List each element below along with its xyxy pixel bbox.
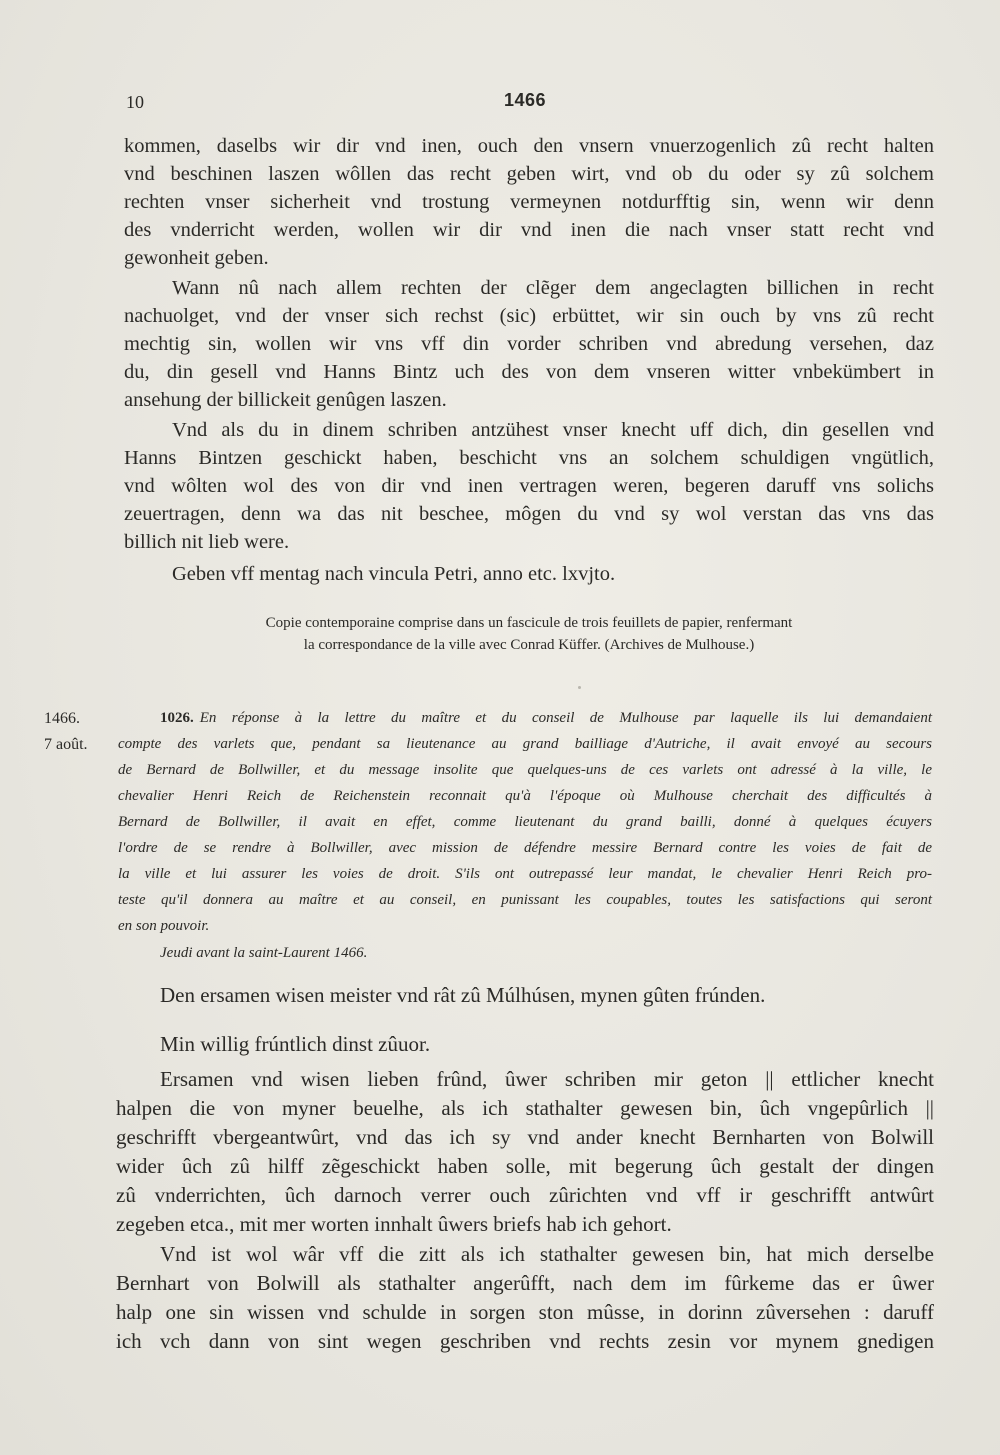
body-line: des vnderricht werden, wollen wir dir vnd inen die nach vnser statt recht vnd: [124, 219, 934, 241]
body-line: kommen, daselbs wir dir vnd inen, ouch den vnsern vnuerzogenlich zû recht halten: [124, 135, 934, 157]
letter-address: Den ersamen wisen meister vnd rât zû Múlhúsen, mynen gûten frúnden.: [160, 983, 766, 1007]
regest-date: Jeudi avant la saint-Laurent 1466.: [160, 945, 368, 961]
body-line: du, din gesell vnd Hanns Bintz uch des von dem vnseren witter vnbekümbert in: [124, 361, 934, 383]
body-line: nachuolget, vnd der vnser sich rechst (sic) erbüttet, wir sin ouch by vns zû recht: [124, 305, 934, 327]
body-line: Vnd als du in dinem schriben antzühest vnser knecht uff dich, din gesellen vnd: [172, 419, 934, 441]
regest-line: l'ordre de se rendre à Bollwiller, avec mission de défendre messire Bernard contre les voies de fait de: [118, 840, 932, 856]
body-line: rechten vnser sicherheit vnd trostung vermeynen notdurfftig sin, wenn wir denn: [124, 191, 934, 213]
letter-line: geschrifft vbergeantwûrt, vnd das ich sy vnd ander knecht Bernharten von Bolwill: [116, 1125, 934, 1149]
regest-line: de Bernard de Bollwiller, et du message insolite que quelques-uns de ces varlets ont adressé à la ville, le: [118, 762, 932, 778]
letter-greeting: Min willig frúntlich dinst zûuor.: [160, 1032, 431, 1056]
letter-line: halpen die von myner beuelhe, als ich stathalter gewesen bin, ûch vngepûrlich ||: [116, 1096, 934, 1120]
body-line: vnd wôlten wol des von dir vnd inen vertragen weren, begeren daruff vns solichs: [124, 475, 934, 497]
letter-line: zegeben etca., mit mer worten innhalt ûwers briefs hab ich gehort.: [116, 1212, 672, 1236]
body-line: billich nit lieb were.: [124, 531, 290, 553]
source-note-line: la correspondance de la ville avec Conrad Küffer. (Archives de Mulhouse.): [303, 637, 755, 653]
running-year-heading: 1466: [504, 90, 547, 110]
regest-line: la ville et lui assurer les voies de droit. S'ils ont outrepassé leur mandat, le chevalier Henri Reich pro-: [118, 866, 932, 882]
letter-line: zû vnderrichten, ûch darnoch verrer ouch zûrichten vnd vff ir geschrifft antwûrt: [116, 1183, 934, 1207]
regest-line: en son pouvoir.: [118, 918, 210, 934]
body-line: Geben vff mentag nach vincula Petri, anno etc. lxvjto.: [172, 563, 616, 585]
body-line: Wann nû nach allem rechten der clẽger dem angeclagten billichen in recht: [172, 277, 934, 299]
regest-line: Bernard de Bollwiller, il avait en effet, comme lieutenant du grand bailli, donné à quelques écuyers: [118, 814, 932, 830]
page-header: [0, 92, 1000, 114]
letter-line: Bernhart von Bolwill als stathalter angerûfft, nach dem im fûrkeme das er ûwer: [116, 1271, 934, 1295]
letter-line: wider ûch zû hilff zẽgeschickt haben solle, mit begerung ûch gestalt der dingen: [116, 1154, 934, 1178]
source-note-line: Copie contemporaine comprise dans un fascicule de trois feuillets de papier, renfermant: [265, 615, 793, 631]
letter-line: Vnd ist wol wâr vff die zitt als ich stathalter gewesen bin, hat mich derselbe: [160, 1242, 934, 1266]
body-line: Hanns Bintzen geschickt haben, beschicht vns an solchem schuldigen vngütlich,: [124, 447, 934, 469]
letter-line: Ersamen vnd wisen lieben frûnd, ûwer schriben mir geton || ettlicher knecht: [160, 1067, 934, 1091]
body-line: mechtig sin, wollen wir vns vff din vorder schriben vnd abredung versehen, daz: [124, 333, 934, 355]
letter-line: ich vch dann von sint wegen geschriben vnd rechts zesin vor mynem gnedigen: [116, 1329, 934, 1353]
body-line: gewonheit geben.: [124, 247, 269, 269]
regest-line: [160, 711, 932, 726]
body-line: ansehung der billickeit genûgen laszen.: [124, 389, 447, 411]
margin-year: 1466.: [44, 710, 80, 727]
body-line: vnd beschinen laszen wôllen das recht geben wirt, vnd ob du oder sy zû solchem: [124, 163, 934, 185]
regest-text: En réponse à la lettre du maître et du conseil de Mulhouse par laquelle ils lui demandaient: [199, 710, 932, 726]
body-line: zeuertragen, denn wa das nit beschee, môgen du vnd sy wol verstan das vns das: [124, 503, 934, 525]
margin-day: 7 août.: [44, 736, 88, 753]
regest-line: chevalier Henri Reich de Reichenstein reconnait qu'à l'époque où Mulhouse cherchait des difficultés à: [118, 788, 932, 804]
letter-line: halp one sin wissen vnd schulde in sorgen ston mûsse, in dorinn zûversehen : daruff: [116, 1300, 934, 1324]
entry-number: 1026.: [160, 710, 194, 726]
page-number: 10: [126, 92, 144, 112]
regest-line: teste qu'il donnera au maître et au conseil, en punissant les coupables, toutes les satisfactions qui seront: [118, 892, 932, 908]
ink-speck: [578, 686, 581, 689]
regest-line: compte des varlets que, pendant sa lieutenance au grand bailliage d'Autriche, il avait envoyé au secours: [118, 736, 932, 752]
